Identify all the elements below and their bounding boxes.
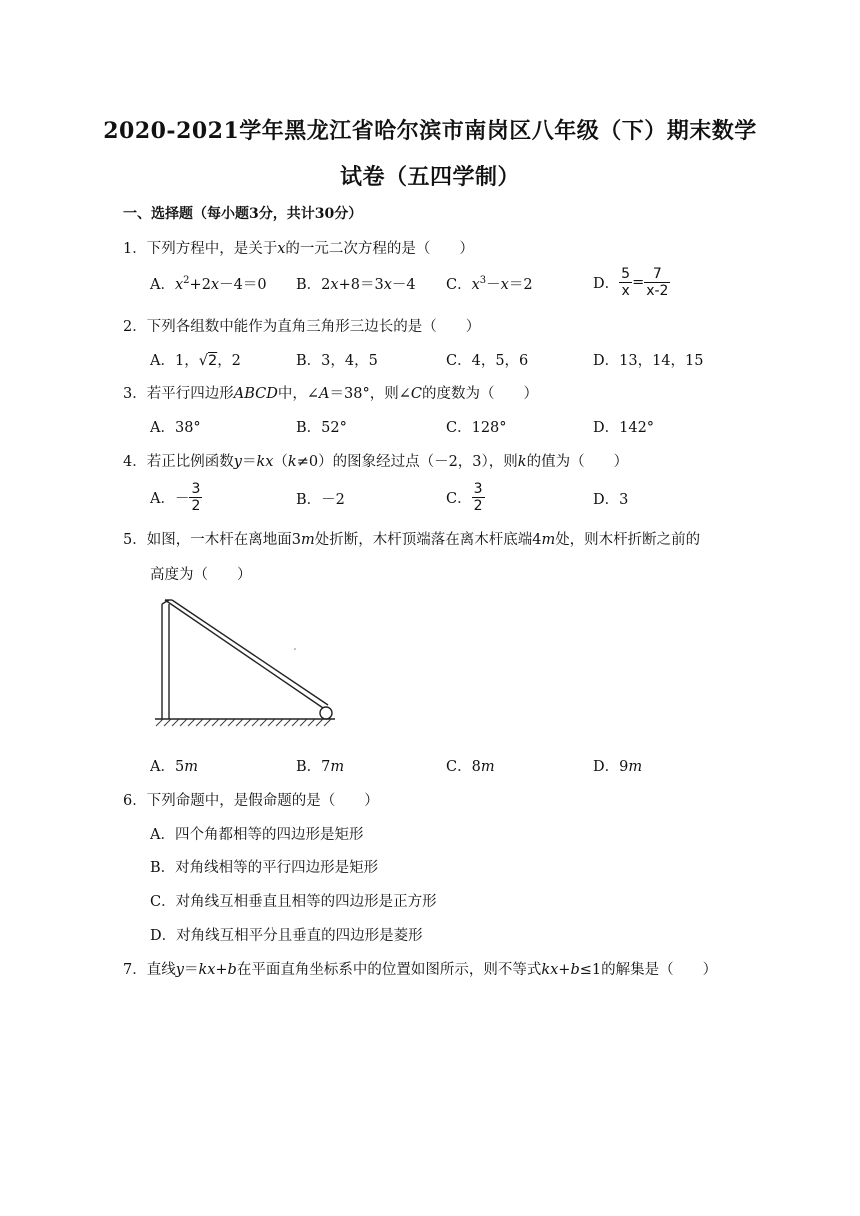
exam-title-line-2: 试卷（五四学制） — [339, 164, 520, 190]
square-root: √2 — [198, 353, 218, 369]
question-3-option-a: A．38° — [150, 420, 201, 436]
question-5-stem-line-2: 高度为（ ） — [150, 567, 252, 583]
question-2-option-d: D．13，14，15 — [593, 353, 704, 369]
fraction: $\frac{7}{x-2}$ — [646, 266, 669, 300]
question-6-stem: 6．下列命题中，是假命题的是（ ） — [123, 793, 379, 809]
question-3-option-b: B．52° — [296, 420, 347, 436]
question-5-option-c: C．8m — [446, 759, 495, 775]
fraction: $\frac{3}{2}$ — [473, 481, 483, 515]
question-5-option-b: B．7m — [296, 759, 345, 775]
ground-hatching — [155, 719, 335, 726]
question-6-option-a: A．四个角都相等的四边形是矩形 — [150, 827, 364, 843]
question-5-stem-line-1: 5．如图，一木杆在离地面3m处折断，木杆顶端落在离木杆底端4m处，则木杆折断之前的 — [123, 532, 701, 548]
question-1-stem: 1．下列方程中，是关于x的一元二次方程的是（ ） — [123, 241, 474, 257]
question-3-option-c: C．128° — [446, 420, 507, 436]
pole-fallen-part — [165, 600, 328, 710]
question-1-option-a: A．$x^2+2x-4=0$ — [150, 275, 267, 293]
question-4-option-c: C． $\frac{3}{2}$ — [446, 481, 483, 515]
pole-vertical-part — [162, 600, 169, 719]
fraction: $\frac{5}{x}$ — [621, 266, 631, 300]
section-heading: 一、选择题（每小题3分，共计30分） — [123, 206, 363, 222]
question-1-option-c: C．$x^3-x=2$ — [446, 275, 533, 293]
fraction: $\frac{3}{2}$ — [191, 481, 201, 515]
question-2-stem: 2．下列各组数中能作为直角三角形三边长的是（ ） — [123, 319, 481, 335]
question-4-option-d: D．3 — [593, 492, 629, 508]
question-6-option-c: C．对角线互相垂直且相等的四边形是正方形 — [150, 894, 437, 910]
question-7-stem: 7．直线y＝kx+b在平面直角坐标系中的位置如图所示，则不等式kx+b≤1的解集是（ ） — [123, 962, 718, 978]
question-3-option-d: D．142° — [593, 420, 655, 436]
pole-top-end — [320, 707, 332, 719]
question-1-option-b: B．2x+8＝3x－4 — [296, 277, 416, 293]
exam-title-line-1: 2020-2021学年黑龙江省哈尔滨市南岗区八年级（下）期末数学 — [103, 118, 757, 144]
question-6-option-b: B．对角线相等的平行四边形是矩形 — [150, 860, 379, 876]
question-5-option-a: A．5m — [150, 759, 198, 775]
question-4-stem: 4．若正比例函数y＝kx（k≠0）的图象经过点（－2，3），则k的值为（ ） — [123, 454, 629, 470]
question-1-option-d: D． $\frac{5}{x}$ = $\frac{7}{x-2}$ — [593, 266, 669, 300]
question-4-option-b: B．－2 — [296, 492, 345, 508]
figure-dot — [294, 648, 296, 650]
question-2-option-b: B．3，4，5 — [296, 353, 378, 369]
question-4-option-a: A．－ $\frac{3}{2}$ — [150, 481, 201, 515]
question-6-option-d: D．对角线互相平分且垂直的四边形是菱形 — [150, 928, 423, 944]
broken-pole-figure — [150, 594, 340, 734]
question-2-option-c: C．4，5，6 — [446, 353, 529, 369]
question-3-stem: 3．若平行四边形ABCD中，∠A＝38°，则∠C的度数为（ ） — [123, 386, 538, 402]
question-2-option-a: A．1，√2，2 — [150, 353, 241, 369]
question-5-option-d: D．9m — [593, 759, 643, 775]
